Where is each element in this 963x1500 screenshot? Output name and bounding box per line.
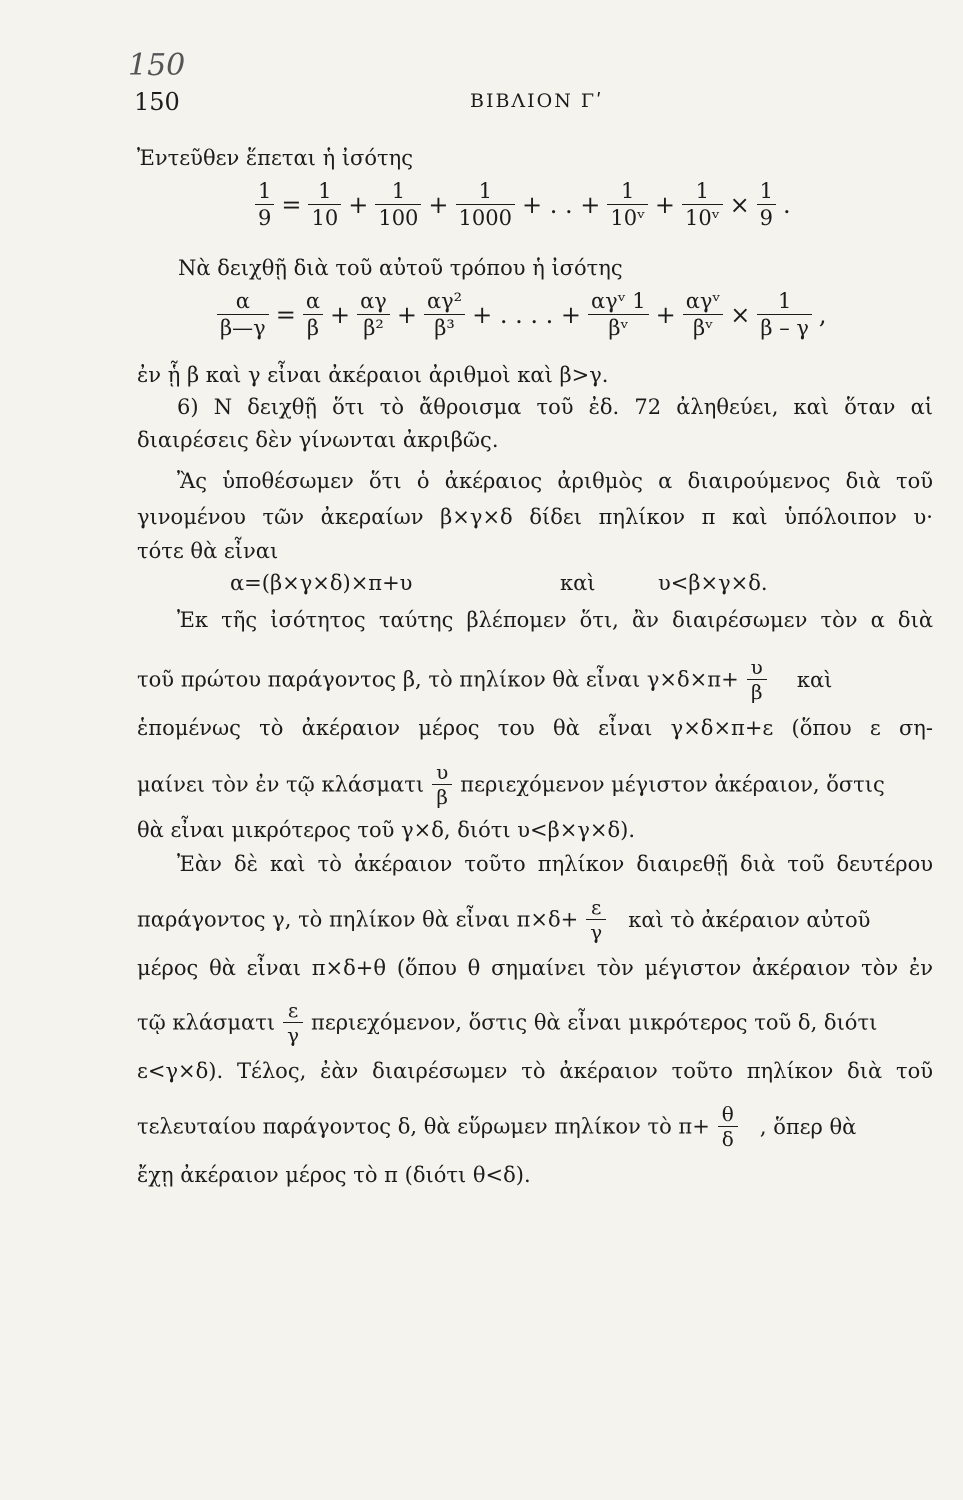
text-line: υ<β×γ×δ.	[658, 571, 768, 595]
fraction: $\frac{1}{9}$	[757, 178, 776, 231]
fraction: $\frac{\alpha}{\beta—\gamma}$	[217, 288, 269, 341]
text-line: θὰ εἶναι μικρότερος τοῦ γ×δ, διότι υ<β×γ×δ).	[137, 818, 636, 842]
fraction: $\frac{\text{αγᵛ}}{\text{βᵛ}}$	[683, 288, 724, 341]
text-line: α=(β×γ×δ)×π+υ	[230, 571, 413, 595]
text-line: γινομένου τῶν ἀκεραίων β×γ×δ δίδει πηλίκον π καὶ ὑπόλοιπον υ·	[137, 505, 933, 529]
text-line: τοῦ πρώτου παράγοντος β, τὸ πηλίκον θὰ εἶναι γ×δ×π+ $\frac{\upsilon}{\beta}$ καὶ	[137, 655, 833, 704]
text-line: Νὰ δειχθῇ διὰ τοῦ αὐτοῦ τρόπου ἡ ἰσότης	[178, 256, 623, 280]
text-line: ἔχῃ ἀκέραιον μέρος τὸ π (διότι θ<δ).	[137, 1163, 531, 1187]
text-line: ἐν ᾗ β καὶ γ εἶναι ἀκέραιοι ἀριθμοὶ καὶ β>γ.	[137, 363, 609, 387]
text-line: διαιρέσεις δὲν γίνωνται ἀκριβῶς.	[137, 428, 499, 452]
text-line: μέρος θὰ εἶναι π×δ+θ (ὅπου θ σημαίνει τὸν μέγιστον ἀκέραιον τὸν ἐν	[137, 956, 933, 980]
inline-fraction: $\frac{\theta}{\delta}$	[718, 1102, 738, 1151]
fraction: $\frac{\text{αγ²}}{\text{β³}}$	[424, 288, 465, 341]
text-line: παράγοντος γ, τὸ πηλίκον θὰ εἶναι π×δ+ $\frac{\varepsilon}{\gamma}$ καὶ τὸ ἀκέραιον αὐτοῦ	[137, 895, 871, 944]
text-line: ε<γ×δ). Τέλος, ἐὰν διαιρέσωμεν τὸ ἀκέραιον τοῦτο πηλίκον διὰ τοῦ	[137, 1059, 933, 1083]
equation-1: $\frac{1}{9}$ = $\frac{1}{10}$ + $\frac{1}{100}$ + $\frac{1}{1000}$ + . . + $\frac{1}{\text{10ᵛ}}$ + $\frac{1}{\text{10ᵛ}}$ × $\frac{1}{9}$ .	[252, 178, 795, 231]
fraction: $\frac{1}{\beta - \gamma}$	[757, 288, 812, 341]
handwritten-page-note: 150	[128, 48, 186, 83]
inline-fraction: $\frac{\upsilon}{\beta}$	[432, 760, 452, 809]
fraction: $\frac{\text{αγᵛ 1}}{\text{βᵛ}}$	[588, 288, 649, 341]
page-number: 150	[134, 88, 180, 116]
equation-2: $\frac{\alpha}{\beta—\gamma}$ = $\frac{\alpha}{\beta}$ + $\frac{\alpha\gamma}{\text{β²}}$ + $\frac{\text{αγ²}}{\text{β³}}$ + . . . . + $\frac{\text{αγᵛ 1}}{\text{βᵛ}}$ + $\frac{\text{αγᵛ}}{\text{βᵛ}}$ × $\frac{1}{\beta - \gamma}$ ,	[214, 288, 831, 341]
inline-fraction: $\frac{\upsilon}{\beta}$	[747, 655, 767, 704]
fraction: $\frac{1}{100}$	[375, 178, 421, 231]
fraction: $\frac{\alpha\gamma}{\text{β²}}$	[357, 288, 390, 341]
text-line: ἑπομένως τὸ ἀκέραιον μέρος του θὰ εἶναι γ×δ×π+ε (ὅπου ε ση-	[137, 716, 933, 740]
fraction: $\frac{1}{9}$	[255, 178, 274, 231]
fraction: $\frac{1}{10}$	[308, 178, 341, 231]
inline-fraction: $\frac{\varepsilon}{\gamma}$	[586, 895, 606, 944]
fraction: $\frac{1}{1000}$	[456, 178, 515, 231]
text-line: Ἐκ τῆς ἰσότητος ταύτης βλέπομεν ὅτι, ἂν διαιρέσωμεν τὸν α διὰ	[177, 608, 933, 632]
text-line: τότε θὰ εἶναι	[137, 539, 279, 563]
fraction: $\frac{\alpha}{\beta}$	[303, 288, 323, 341]
text-line: μαίνει τὸν ἐν τῷ κλάσματι $\frac{\upsilon}{\beta}$ περιεχόμενον μέγιστον ἀκέραιον, ὅστις	[137, 760, 885, 809]
text-line: τῷ κλάσματι $\frac{\varepsilon}{\gamma}$ περιεχόμενον, ὅστις θὰ εἶναι μικρότερος τοῦ δ, διότι	[137, 998, 878, 1047]
fraction: $\frac{1}{\text{10ᵛ}}$	[607, 178, 648, 231]
text-line: τελευταίου παράγοντος δ, θὰ εὕρωμεν πηλίκον τὸ π+ $\frac{\theta}{\delta}$ , ὅπερ θὰ	[137, 1102, 857, 1151]
text-line: 6) Ν δειχθῇ ὅτι τὸ ἄθροισμα τοῦ ἐδ. 72 ἀληθεύει, καὶ ὅταν αἱ	[177, 395, 933, 419]
text-line: καὶ	[560, 571, 596, 595]
running-head: ΒΙΒΛΙΟΝ Γʹ	[470, 90, 604, 112]
text-line: Ἐὰν δὲ καὶ τὸ ἀκέραιον τοῦτο πηλίκον διαιρεθῇ διὰ τοῦ δευτέρου	[177, 852, 933, 876]
inline-fraction: $\frac{\varepsilon}{\gamma}$	[283, 998, 303, 1047]
fraction: $\frac{1}{\text{10ᵛ}}$	[682, 178, 723, 231]
text-line: Ἂς ὑποθέσωμεν ὅτι ὁ ἀκέραιος ἀριθμὸς α διαιρούμενος διὰ τοῦ	[177, 469, 933, 493]
text-line: Ἐντεῦθεν ἕπεται ἡ ἰσότης	[137, 146, 413, 170]
